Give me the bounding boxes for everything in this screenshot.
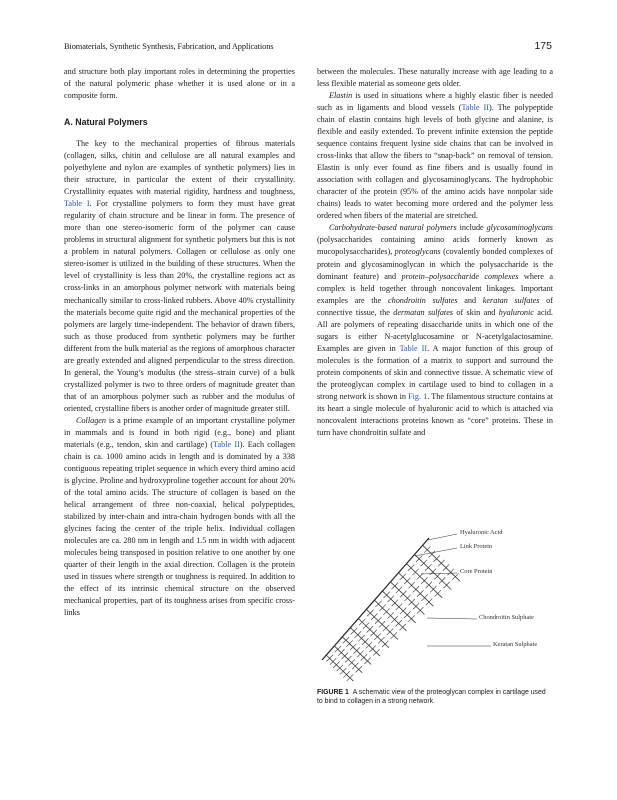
gag-chain — [425, 568, 428, 571]
right-paragraph-3 — [317, 222, 553, 439]
gag-chain — [388, 599, 391, 602]
gag-chain — [378, 617, 381, 620]
right-p3-text-i: . A major function of this group of molecules is the formation of a matrix to support and surround the protein components of skin and connective tissue. A schematic view of the proteoglycan complex in cartilage used to bind to collagen in a strong network is shown in — [317, 343, 553, 401]
gag-chain — [337, 668, 340, 671]
gag-chain — [367, 629, 370, 632]
right-p2-text-b: ). The polypeptide chain of elastin contains high levels of both glycine and alanine, is flexible and easily extended. To prevent infinite extension the peptide sequence contains frequent lysine side chains that can be involved in cross-links that allow the fibers to “snap-back” on removal of tension. Elastin is only ever found as fine fibers and is usually found in association with collagen and glycosaminoglycans. The hydrophobic character of the protein (95% of the amino acids have nonpolar side chains) leads to water becoming more ordered and the polymer less ordered when fibers of the material are stretched. — [317, 103, 553, 221]
gag-chain — [352, 666, 355, 669]
gag-chain — [382, 644, 385, 647]
gag-chain — [387, 616, 390, 619]
gag-chain — [338, 646, 341, 649]
gag-chain — [441, 560, 444, 563]
right-p3-text-e: and — [457, 295, 483, 305]
gag-chain — [374, 613, 377, 616]
gag-chain — [429, 554, 432, 557]
proteoglycan-figure — [317, 522, 553, 687]
gag-chain — [403, 574, 406, 577]
gag-chain — [417, 576, 420, 579]
gag-chain — [358, 631, 361, 634]
gag-chain — [346, 637, 349, 640]
right-p3-text-g: of skin and — [453, 307, 499, 317]
protein-polysaccharide-term: protein–polysaccharide complexes — [401, 271, 519, 281]
right-p3-text-h: acid. All are polymers of repeating disaccharide units in which one of the sugars is either N-acetylglucosamine or N-acetylgalactosamine. Examples are given in — [317, 307, 553, 353]
gag-chain — [330, 655, 333, 658]
gag-chain — [382, 605, 385, 608]
label-link-protein: Link Protein — [460, 543, 493, 550]
label-core-protein: Core Protein — [460, 568, 493, 575]
gag-chain — [381, 637, 384, 640]
gag-chain — [383, 612, 386, 615]
right-p3-text-f: of connective tissue, the — [317, 295, 554, 317]
gag-chain — [411, 564, 414, 567]
gag-chain — [350, 640, 353, 643]
gag-chain — [338, 653, 341, 656]
page-number: 175 — [534, 40, 552, 52]
gag-chain — [359, 622, 362, 625]
gag-chain — [399, 627, 402, 630]
keratan-term: keratan sulfates — [482, 295, 540, 305]
gag-chain — [413, 589, 416, 592]
gag-chain — [365, 638, 368, 641]
gag-chain — [350, 647, 353, 650]
gag-chain — [386, 625, 389, 628]
gag-chain — [330, 662, 333, 665]
gag-chain — [383, 595, 386, 598]
gag-chain — [387, 592, 390, 595]
carbohydrate-term: Carbohydrate-based natural polymers — [329, 223, 457, 233]
gag-chain — [409, 602, 412, 605]
gag-chain — [357, 654, 360, 657]
gag-chain — [362, 619, 365, 622]
gag-chain — [354, 651, 357, 654]
left-paragraph-2 — [64, 138, 295, 415]
right-paragraph-2 — [317, 90, 553, 222]
gag-chain — [341, 649, 344, 652]
gag-chain — [416, 603, 419, 606]
left-p3-text-a: is a prime example of an important crystalline polymer in mammals and is found in both rigid (e.g., bone) and pliant materials (e.g., tendon, skin and cartilage) ( — [64, 415, 295, 449]
table-2-link[interactable]: Table II — [213, 439, 240, 449]
gag-chain — [360, 651, 363, 654]
gag-chain — [340, 665, 343, 668]
gag-chain — [407, 578, 410, 581]
leader-link — [415, 548, 457, 556]
gag-chain — [347, 671, 350, 674]
gag-chain — [426, 585, 429, 588]
left-p3-text-b: ). Each collagen chain is ca. 1000 amino acids in length and is dominated by a 338 contiguous repeating triplet sequence in which every third amino acid is glycine. Proline and hydroxyproline together account for about 20% of the total amino acids. The structure of collagen is based on the helical arrangement of three non-coaxial, helical polypeptides, stabilized by inter-chain and intra-chain hydrogen bonds with all the glycines facing the center of the triple helix. Individual collagen molecules are ca. 280 nm in length and 1.5 nm in width with adjacent molecules being transposed in position relative to one another by one quarter of their length in the axial direction. Collagen is the protein used in tissues where strength or toughness is required. In addition to the effect of its intrinsic chemical structure on the observed mechanical properties, part of its toughness arises from specific cross-links — [64, 439, 296, 618]
gag-chain — [417, 594, 420, 597]
gag-chain — [378, 640, 381, 643]
gag-chain — [427, 546, 430, 549]
gag-chain — [367, 613, 370, 616]
gag-chain — [400, 594, 403, 597]
gag-chain — [424, 550, 427, 553]
gag-chain — [408, 585, 411, 588]
gag-chain — [447, 582, 450, 585]
gag-chain — [370, 610, 373, 613]
collagen-term: Collagen — [76, 415, 107, 425]
gag-chain — [421, 598, 424, 601]
gag-chain — [362, 642, 365, 645]
gag-chain — [426, 602, 429, 605]
gag-chain — [412, 599, 415, 602]
table-2-link[interactable]: Table II — [461, 103, 489, 113]
gag-chain — [416, 559, 419, 562]
hyaluronic-term: hyaluronic — [498, 307, 534, 317]
gag-chain — [347, 678, 350, 681]
gag-chain — [357, 647, 360, 650]
gag-chain — [404, 581, 407, 584]
gag-chain — [370, 626, 373, 629]
proteoglycans-term: proteoglycans — [394, 247, 441, 257]
gag-chain — [394, 632, 397, 635]
label-keratan-sulphate: Keratan Sulphate — [493, 641, 538, 648]
gag-chain — [392, 603, 395, 606]
gag-chain — [419, 555, 422, 558]
left-paragraph-3 — [64, 415, 295, 620]
core-protein-branch — [399, 573, 434, 606]
gag-chain — [412, 572, 415, 575]
gag-chain — [443, 585, 446, 588]
gag-chain — [387, 608, 390, 611]
gag-chain — [391, 620, 394, 623]
gag-chain — [375, 604, 378, 607]
proteoglycan-diagram — [317, 522, 553, 687]
gag-chain — [326, 658, 329, 661]
gag-chain — [407, 611, 410, 614]
table-1-link[interactable]: Table I — [64, 199, 90, 209]
gag-chain — [375, 621, 378, 624]
gag-chain — [415, 569, 418, 572]
gag-chain — [376, 649, 379, 652]
gag-chain — [403, 591, 406, 594]
gag-chain — [395, 600, 398, 603]
gag-chain — [387, 632, 390, 635]
gag-chain — [374, 630, 377, 633]
gag-chain — [451, 569, 454, 572]
gag-chain — [374, 637, 377, 640]
gag-chain — [377, 633, 380, 636]
hyaluronic-backbone — [322, 538, 429, 660]
gag-chain — [379, 608, 382, 611]
label-hyaluronic-acid: Hyaluronic Acid — [460, 529, 503, 536]
gag-chain — [391, 596, 394, 599]
gag-chain — [400, 577, 403, 580]
elastin-term: Elastin — [329, 91, 353, 101]
gag-chain — [411, 615, 414, 618]
right-p3-text-b: (polysaccharides containing amino acids formerly known as mucopolysaccharides), — [317, 235, 553, 257]
gag-chain — [366, 622, 369, 625]
gag-chain — [373, 646, 376, 649]
gag-chain — [420, 590, 423, 593]
dermatan-term: dermatan sulfates — [393, 307, 454, 317]
gag-chain — [433, 559, 436, 562]
gag-chain — [391, 636, 394, 639]
gag-chain — [340, 671, 343, 674]
gag-chain — [443, 568, 446, 571]
gag-chain — [361, 658, 364, 661]
gag-chain — [346, 644, 349, 647]
gag-chain — [342, 656, 345, 659]
gag-chain — [369, 642, 372, 645]
gag-chain — [439, 581, 442, 584]
gag-chain — [379, 624, 382, 627]
gag-chain — [390, 629, 393, 632]
gag-chain — [366, 645, 369, 648]
gag-chain — [446, 564, 449, 567]
left-p2-text-a: The key to the mechanical properties of fibrous materials (collagen, silks, chitin and cellulose are all natural examples and polyethylene and nylon are examples of synthetic polymers) lies in their structure, in particular the extent of their crystallinity. Crystallinity equates with material rigidity, hardness and toughness, — [64, 139, 295, 197]
gag-chain — [430, 589, 433, 592]
right-column — [317, 66, 553, 439]
gag-chain — [396, 607, 399, 610]
running-title: Biomaterials, Synthetic Synthesis, Fabrication, and Applications — [64, 42, 274, 51]
gag-chain — [345, 659, 348, 662]
gag-chain — [442, 577, 445, 580]
gag-chain — [417, 610, 420, 613]
gag-chain — [336, 661, 339, 664]
gag-chain — [400, 611, 403, 614]
right-p3-text-a: include — [456, 223, 487, 233]
gag-chain — [369, 649, 372, 652]
gag-chain — [370, 633, 373, 636]
gag-chain — [382, 621, 385, 624]
gag-chain — [358, 638, 361, 641]
gag-chain — [395, 616, 398, 619]
glycosaminoglycans-term: glycosaminoglycans — [486, 223, 553, 233]
gag-chain — [333, 665, 336, 668]
gag-chain — [420, 607, 423, 610]
gag-chain — [396, 590, 399, 593]
gag-chain — [435, 594, 438, 597]
right-p3-text-j: . The filamentous structure contains at its heart a single molecule of hyaluronic acid to which is attached via noncovalent interactions proteins known as “core” proteins. These in turn have chondroitin sulfate and — [317, 391, 553, 437]
gag-chain — [352, 659, 355, 662]
gag-chain — [438, 590, 441, 593]
running-head — [64, 40, 552, 54]
gag-chain — [350, 674, 353, 677]
left-p2-text-b: . For crystalline polymers to form they must have great regularity of chain structure and be linear in form. The presence of more than one stereo-isomeric form of the polymer can cause problems in structural alignment for synthetic polymers but this is not a problem in natural polymers. Collagen or cellulose as only one stereo-isomer is utilized in the building of these structures. When the level of crystallinity is less than 20%, the crystalline regions act as cross-links in an amorphous polymer network with materials being mechanically similar to cross-linked rubbers. Above 40% crystallinity the materials become quite rigid and the mechanical properties of the polymers are largely time-independent. The behavior of drawn fibers, such as those produced from synthetic polymers may be further different from the bulk material as the regions of amorphous character are greatly extended and aligned perpendicular to the stress direction. In general, the Young’s modulus (the stress–strain curve) of a bulk crystallized polymer is two to three orders of magnitude greater than that of an amorphous polymer such as rubber and the modulus of oriented, crystalline fibers is another order of magnitude greater still. — [64, 199, 295, 413]
figure-1-link[interactable]: Fig. 1 — [408, 391, 428, 401]
table-2-link[interactable]: Table II — [399, 343, 428, 353]
gag-chain — [364, 661, 367, 664]
gag-chain — [404, 598, 407, 601]
gag-chain — [424, 560, 427, 563]
gag-chain — [355, 663, 358, 666]
gag-chain — [403, 608, 406, 611]
gag-chain — [343, 675, 346, 678]
gag-chain — [434, 576, 437, 579]
gag-chain — [399, 587, 402, 590]
gag-chain — [335, 649, 338, 652]
leader-hyaluronic — [428, 534, 457, 540]
gag-chain — [428, 564, 431, 567]
gag-chain — [420, 563, 423, 566]
gag-chain — [392, 586, 395, 589]
caption-label: FIGURE 1 — [317, 689, 349, 696]
gag-chain — [359, 666, 362, 669]
right-p3-text-c: (covalently bonded complexes of protein and glycosaminoglycan in which the polysaccharide is the dominant feature) and — [317, 247, 553, 281]
left-column — [64, 66, 295, 619]
gag-chain — [433, 586, 436, 589]
right-p2-text-a: is used in situations where a highly elastic fiber is needed such as in ligaments and blood vessels ( — [317, 91, 553, 113]
gag-chain — [404, 615, 407, 618]
gag-chain — [412, 582, 415, 585]
gag-chain — [373, 653, 376, 656]
gag-chain — [403, 624, 406, 627]
gag-chain — [354, 628, 357, 631]
gag-chain — [371, 617, 374, 620]
section-heading: A. Natural Polymers — [64, 117, 148, 128]
gag-chain — [425, 594, 428, 597]
gag-chain — [437, 555, 440, 558]
gag-chain — [447, 572, 450, 575]
gag-chain — [452, 577, 455, 580]
gag-chain — [429, 582, 432, 585]
gag-chain — [407, 595, 410, 598]
gag-chain — [348, 656, 351, 659]
gag-chain — [395, 623, 398, 626]
chondroitin-term: chondroitin sulfates — [387, 295, 458, 305]
gag-chain — [421, 581, 424, 584]
gag-chain — [349, 663, 352, 666]
caption-text: A schematic view of the proteoglycan complex in cartilage used to bind to collagen in a strong network. — [317, 689, 546, 706]
gag-chain — [416, 586, 419, 589]
gag-chain — [438, 563, 441, 566]
gag-chain — [383, 628, 386, 631]
gag-chain — [368, 658, 371, 661]
gag-chain — [385, 641, 388, 644]
gag-chain — [455, 573, 458, 576]
leader-chondroitin — [427, 618, 477, 619]
gag-chain — [413, 606, 416, 609]
gag-chain — [363, 626, 366, 629]
label-chondroitin-sulphate: Chondroitin Sulphate — [479, 614, 534, 621]
right-paragraph-1: between the molecules. These naturally increase with age leading to a less flexible material as someone gets older. — [317, 67, 553, 89]
gag-chain — [345, 653, 348, 656]
gag-chain — [399, 620, 402, 623]
gag-chain — [353, 644, 356, 647]
gag-chain — [420, 573, 423, 576]
left-paragraph-1: and structure both play important roles in determining the properties of the natural polymeric phase whether it is used alone or in a composite form. — [64, 67, 295, 101]
figure-caption — [317, 688, 553, 707]
right-p3-text-d: where a complex is held together through noncovalent linkages. Important examples are the — [317, 271, 553, 305]
gag-chain — [343, 668, 346, 671]
gag-chain — [399, 604, 402, 607]
gag-chain — [351, 631, 354, 634]
gag-chain — [333, 658, 336, 661]
gag-chain — [408, 568, 411, 571]
gag-chain — [433, 569, 436, 572]
gag-chain — [391, 612, 394, 615]
gag-chain — [343, 640, 346, 643]
gag-chain — [429, 599, 432, 602]
gag-chain — [424, 577, 427, 580]
gag-chain — [356, 669, 359, 672]
gag-chain — [408, 619, 411, 622]
gag-chain — [395, 583, 398, 586]
gag-chain — [361, 635, 364, 638]
gag-chain — [355, 635, 358, 638]
gag-chain — [378, 601, 381, 604]
gag-chain — [364, 654, 367, 657]
